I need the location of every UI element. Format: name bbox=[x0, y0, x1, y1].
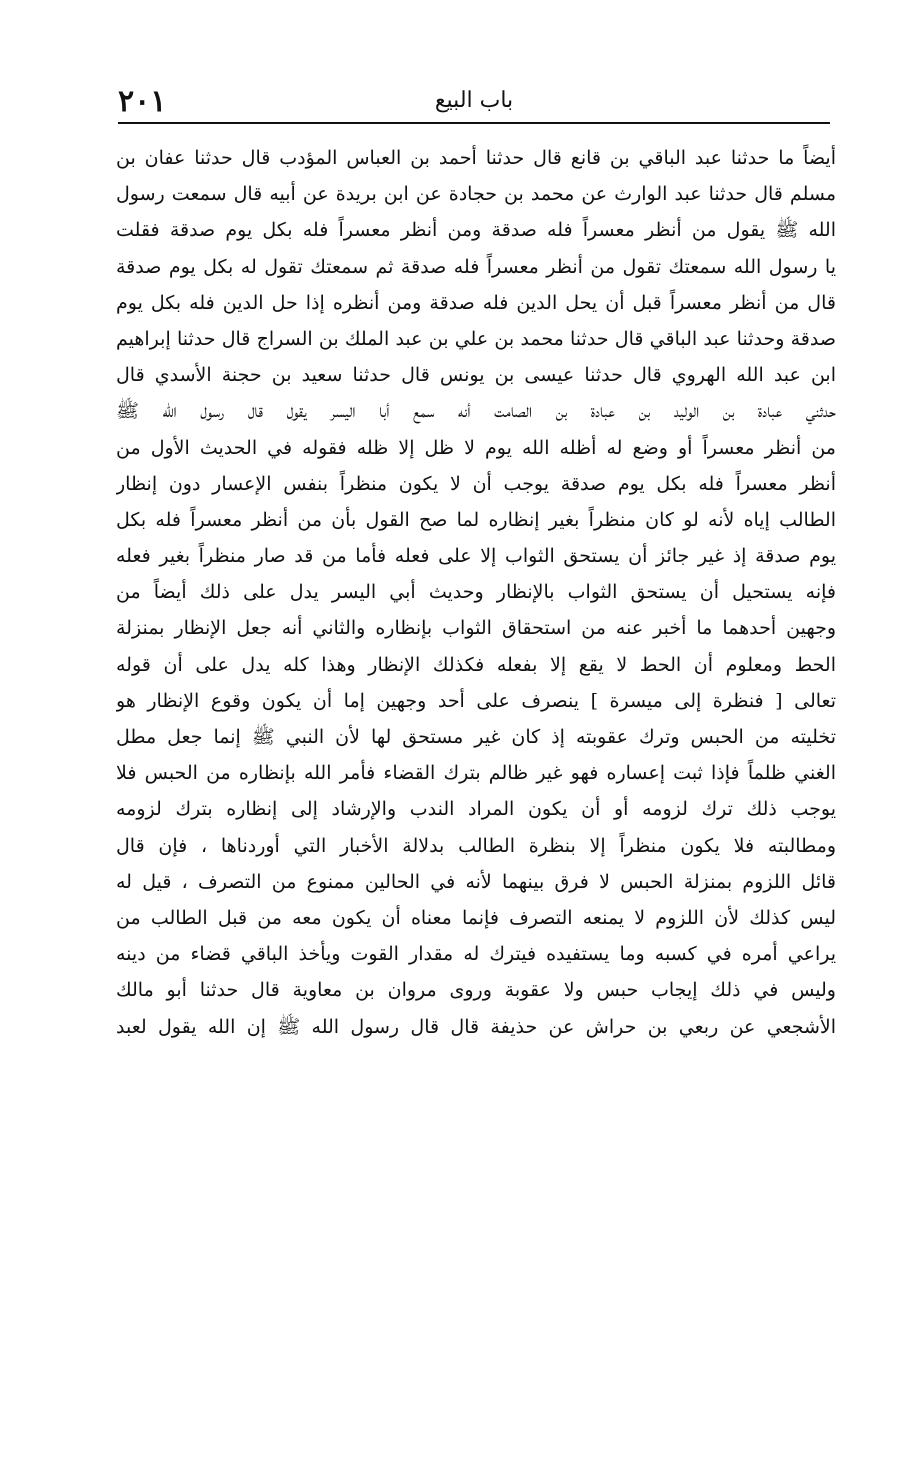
text-line: حدثني عبادة بن الوليد بن عبادة بن الصامت أنه سمع أبا اليسر يقول قال رسول الله ﷺ bbox=[116, 400, 836, 423]
page-header bbox=[118, 78, 830, 122]
text-line: ومطالبته فلا يكون منظراً إلا بنظرة الطالب بدلالة الأخبار التي أوردناها ، فإن قال bbox=[116, 834, 836, 857]
body-text bbox=[116, 140, 836, 1045]
text-line: ليس كذلك لأن اللزوم لا يمنعه التصرف فإنما معناه أن يكون معه من قبل الطالب من bbox=[116, 906, 836, 929]
text-line: تخليته من الحبس وترك عقوبته إذ كان غير مستحق لها لأن النبي ﷺ إنما جعل مطل bbox=[116, 726, 836, 748]
text-line: الطالب إياه لأنه لو كان منظراً بغير إنظاره لما صح القول بأن من أنظر معسراً فله بكل bbox=[116, 508, 836, 531]
text-line: مسلم قال حدثنا عبد الوارث عن محمد بن حجادة عن ابن بريدة عن أبيه قال سمعت رسول bbox=[116, 183, 836, 206]
text-line: يراعي أمره في كسبه وما يستفيده فيترك له مقدار القوت ويأخذ الباقي قضاء من دينه bbox=[116, 943, 836, 966]
text-line: من أنظر معسراً أو وضع له أظله الله يوم لا ظل إلا ظله فقوله في الحديث الأول من bbox=[116, 436, 836, 459]
text-line: الغني ظلماً فإذا ثبت إعساره فهو غير ظالم بترك القضاء فأمر الله بإنظاره من الحبس فلا bbox=[116, 762, 836, 785]
text-line: وليس في ذلك إيجاب حبس ولا عقوبة وروى مروان بن معاوية قال حدثنا أبو مالك bbox=[116, 979, 836, 1002]
text-line: أيضاً ما حدثنا عبد الباقي بن قانع قال حدثنا أحمد بن العباس المؤدب قال حدثنا عفان بن bbox=[116, 147, 836, 169]
text-line: صدقة وحدثنا عبد الباقي قال حدثنا محمد بن علي بن عبد الملك بن السراج قال حدثنا إبراهيم bbox=[116, 327, 836, 350]
text-line: تعالى [ فنظرة إلى ميسرة ] ينصرف على أحد وجهين إما أن يكون وقوع الإنظار هو bbox=[116, 689, 836, 712]
page-number: ٢٠١ bbox=[118, 84, 167, 119]
text-line: يوجب ذلك ترك لزومه أو أن يكون المراد الندب والإرشاد إلى إنظاره بترك لزومه bbox=[116, 798, 836, 821]
text-line: يوم صدقة إذ غير جائز أن يستحق الثواب إلا على فعله فأما من قد صار منظراً بغير فعله bbox=[116, 545, 836, 568]
text-line: الأشجعي عن ربعي بن حراش عن حذيفة قال قال رسول الله ﷺ إن الله يقول لعبد bbox=[116, 1015, 836, 1038]
text-line: يا رسول الله سمعتك تقول من أنظر معسراً فله صدقة ثم سمعتك تقول له بكل يوم صدقة bbox=[116, 255, 836, 278]
text-line: قال من أنظر معسراً قبل أن يحل الدين فله صدقة ومن أنظره إذا حل الدين فله بكل يوم bbox=[116, 291, 836, 314]
text-line: وجهين أحدهما ما أخبر عنه من استحقاق الثواب بإنظاره والثاني أنه جعل الإنظار بمنزلة bbox=[116, 617, 836, 640]
text-line: فإنه يستحيل أن يستحق الثواب بالإنظار وحديث أبي اليسر يدل على ذلك أيضاً من bbox=[116, 581, 836, 604]
running-title: باب البيع bbox=[434, 88, 514, 113]
text-line: ابن عبد الله الهروي قال حدثنا عيسى بن يونس قال حدثنا سعيد بن حجنة الأسدي قال bbox=[116, 364, 836, 387]
text-line: قائل اللزوم بمنزلة الحبس لا فرق بينهما لأنه في الحالين ممنوع من التصرف ، قيل له bbox=[116, 870, 836, 893]
text-line: الله ﷺ يقول من أنظر معسراً فله صدقة ومن أنظر معسراً فله بكل يوم صدقة فقلت bbox=[116, 219, 836, 242]
text-line: أنظر معسراً فله بكل يوم صدقة يوجب أن لا يكون منظراً بنفس الإعسار دون إنظار bbox=[116, 472, 836, 495]
header-rule bbox=[118, 122, 830, 124]
text-line: الحط ومعلوم أن الحط لا يقع إلا بفعله فكذلك الإنظار وهذا كله يدل على أن قوله bbox=[116, 653, 836, 676]
